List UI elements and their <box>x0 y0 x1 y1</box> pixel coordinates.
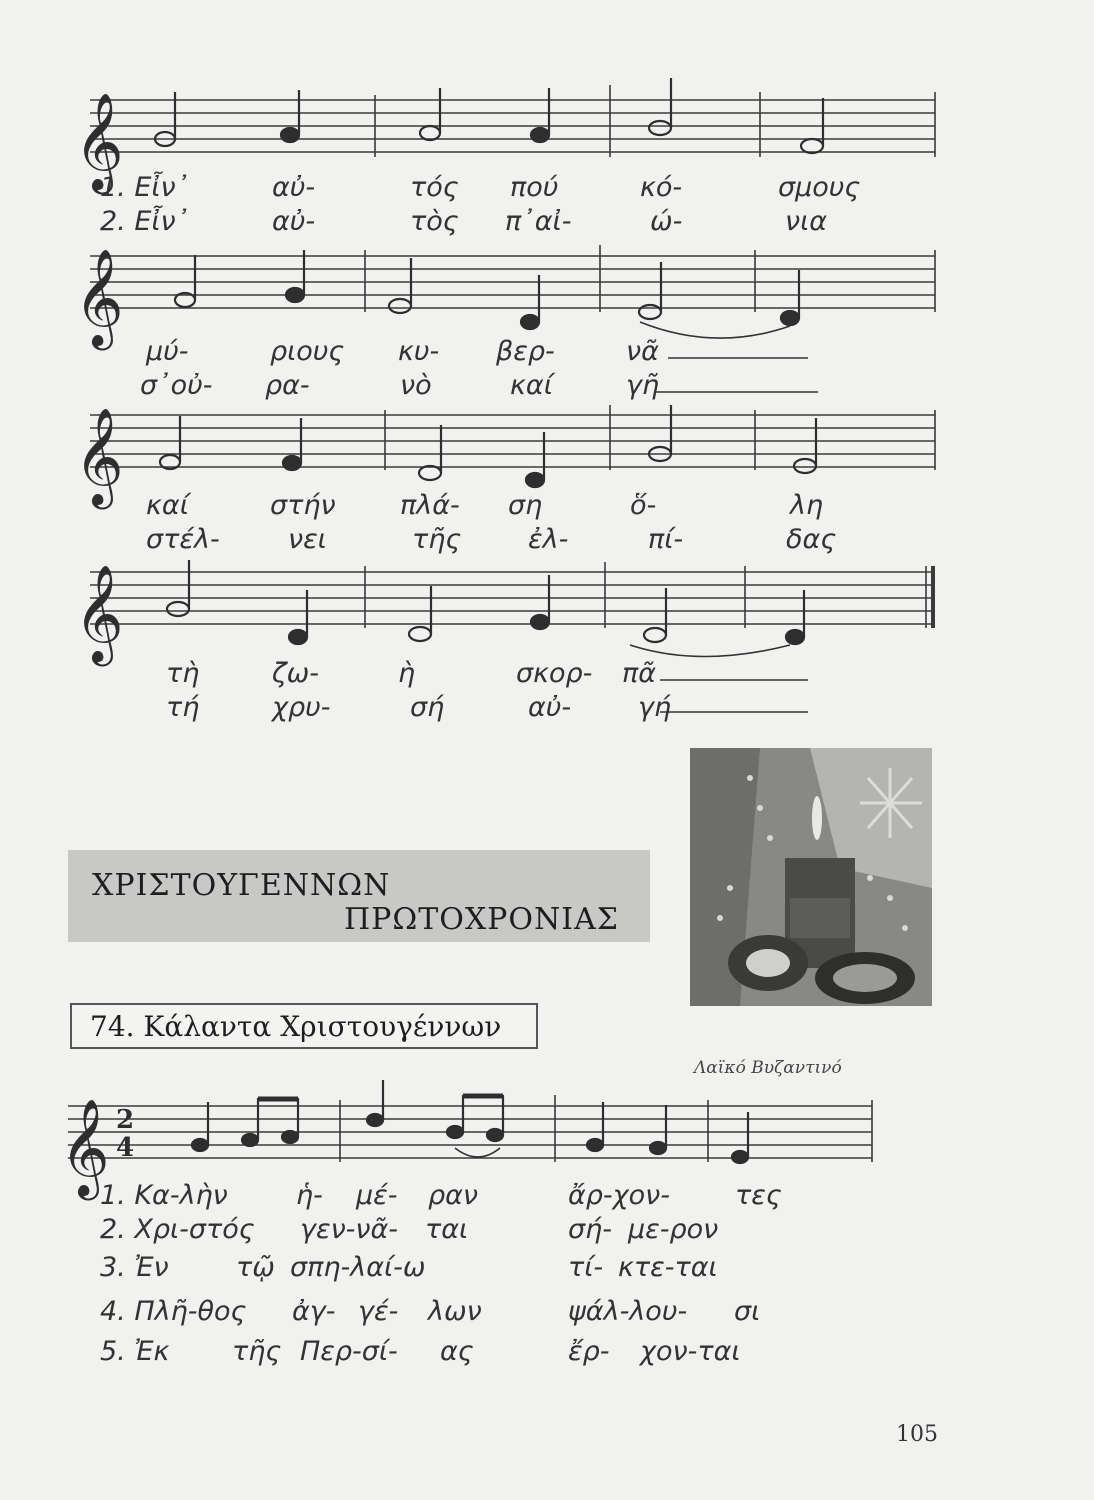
lyric-syllable: πλά- <box>400 490 460 521</box>
lyric-syllable: γέ- <box>358 1296 399 1327</box>
lyric-syllable: τί- <box>568 1252 604 1283</box>
lyric-syllable: αὐ- <box>528 692 572 723</box>
lyric-syllable: ρα- <box>265 370 310 401</box>
staff-1 <box>90 85 935 157</box>
song-source: Λαϊκό Βυζαντινό <box>694 1058 842 1078</box>
treble-clef-icon: 𝄞 <box>74 564 124 662</box>
lyric-syllable: σι <box>734 1296 761 1327</box>
lyric-syllable: στέλ- <box>146 524 220 555</box>
lyric-syllable: λη <box>790 490 824 521</box>
treble-clef-icon: 𝄞 <box>74 92 124 190</box>
lyric-syllable: ἀγ- <box>292 1296 336 1327</box>
lyric-syllable: κυ- <box>398 336 440 367</box>
treble-clef-icon: 𝄞 <box>60 1098 110 1196</box>
lyric-syllable: γῆ <box>626 370 660 401</box>
lyric-syllable: ζω- <box>272 658 320 689</box>
section-title-line1: ΧΡΙΣΤΟΥΓΕΝΝΩΝ <box>92 868 391 903</box>
lyric-syllable: στήν <box>270 490 336 521</box>
staff-4 <box>90 562 935 628</box>
lyric-syllable: πᾶ <box>622 658 657 689</box>
lyric-syllable: 4. Πλῆ-θος <box>100 1296 247 1327</box>
lyric-syllable: καί <box>146 490 189 521</box>
lyric-syllable: Περ-σί- <box>300 1336 398 1367</box>
lyric-syllable: σμους <box>778 172 861 203</box>
lyric-syllable: βερ- <box>496 336 555 367</box>
time-signature-bottom: 4 <box>116 1133 135 1163</box>
lyric-syllable: 3. Ἐν <box>100 1252 169 1283</box>
treble-clef-icon: 𝄞 <box>74 407 124 505</box>
lyric-syllable: λων <box>428 1296 482 1327</box>
lyric-syllable: ὅ- <box>630 490 657 521</box>
lyric-syllable: ὴ <box>398 658 416 689</box>
lyric-syllable: τες <box>735 1180 782 1211</box>
lyric-syllable: τῷ <box>236 1252 275 1283</box>
lyric-syllable: 2. Εἶν᾽ <box>100 206 190 237</box>
lyric-syllable: μύ- <box>146 336 189 367</box>
candle-photo-graphic <box>690 748 932 1006</box>
lyric-syllable: νια <box>785 206 828 237</box>
lyric-syllable: τῆς <box>232 1336 282 1367</box>
lyric-syllable: τῆς <box>412 524 462 555</box>
lyric-syllable: ἔρ- <box>568 1336 610 1367</box>
lyric-syllable: γεν-νᾶ- <box>300 1214 399 1245</box>
lyric-syllable: ριους <box>270 336 345 367</box>
lyric-syllable: 5. Ἐκ <box>100 1336 170 1367</box>
treble-clef-icon: 𝄞 <box>74 248 124 346</box>
lyric-syllable: κτε-ται <box>618 1252 718 1283</box>
lyric-syllable: δας <box>786 524 837 555</box>
lyric-syllable: σ᾽οὐ- <box>140 370 213 401</box>
lyric-syllable: πού <box>510 172 559 203</box>
lyric-syllable: σή- <box>568 1214 612 1245</box>
lyric-syllable: ται <box>425 1214 469 1245</box>
lyric-syllable: ώ- <box>650 206 683 237</box>
lyric-syllable: 1. Εἶν᾽ <box>100 172 190 203</box>
lyric-syllable: ἄρ-χον- <box>568 1180 671 1211</box>
lyric-syllable: σπη-λαί-ω <box>290 1252 426 1283</box>
lyric-syllable: 1. Κα-λὴν <box>100 1180 228 1211</box>
lyric-syllable: π᾽αἰ- <box>505 206 572 237</box>
lyric-syllable: τή <box>166 692 200 723</box>
song-title: 74. Κάλαντα Χριστουγέννων <box>90 1010 502 1043</box>
lyric-syllable: αὐ- <box>272 172 316 203</box>
lyric-syllable: ας <box>440 1336 474 1367</box>
lyric-syllable: χρυ- <box>272 692 331 723</box>
lyric-syllable: νει <box>288 524 327 555</box>
lyric-syllable: ἡ- <box>296 1180 323 1211</box>
time-signature-top: 2 <box>116 1105 135 1135</box>
lyric-syllable: καί <box>510 370 553 401</box>
lyric-syllable: πί- <box>648 524 684 555</box>
section-title-line2: ΠΡΩΤΟΧΡΟΝΙΑΣ <box>344 902 619 937</box>
lyric-syllable: ση <box>508 490 543 521</box>
christmas-candle-photo <box>690 748 932 1006</box>
lyric-syllable: ραν <box>428 1180 479 1211</box>
staff-5 <box>68 1095 872 1162</box>
lyric-syllable: νᾶ <box>626 336 659 367</box>
lyric-syllable: σή <box>410 692 445 723</box>
lyric-syllable: αὐ- <box>272 206 316 237</box>
lyric-syllable: μέ- <box>356 1180 398 1211</box>
lyric-syllable: χον-ται <box>640 1336 741 1367</box>
lyric-syllable: ψάλ-λου- <box>568 1296 688 1327</box>
lyric-syllable: νὸ <box>400 370 432 401</box>
lyric-syllable: γή <box>638 692 672 723</box>
lyric-syllable: τός <box>410 172 459 203</box>
staff-2 <box>90 245 935 312</box>
lyric-syllable: ἐλ- <box>528 524 569 555</box>
lyric-syllable: με-ρον <box>628 1214 719 1245</box>
page-number: 105 <box>896 1422 938 1447</box>
lyric-syllable: 2. Χρι-στός <box>100 1214 255 1245</box>
lyric-syllable: κό- <box>640 172 683 203</box>
lyric-syllable: σκορ- <box>516 658 593 689</box>
lyric-syllable: τὴ <box>166 658 200 689</box>
lyric-syllable: τὸς <box>410 206 459 237</box>
